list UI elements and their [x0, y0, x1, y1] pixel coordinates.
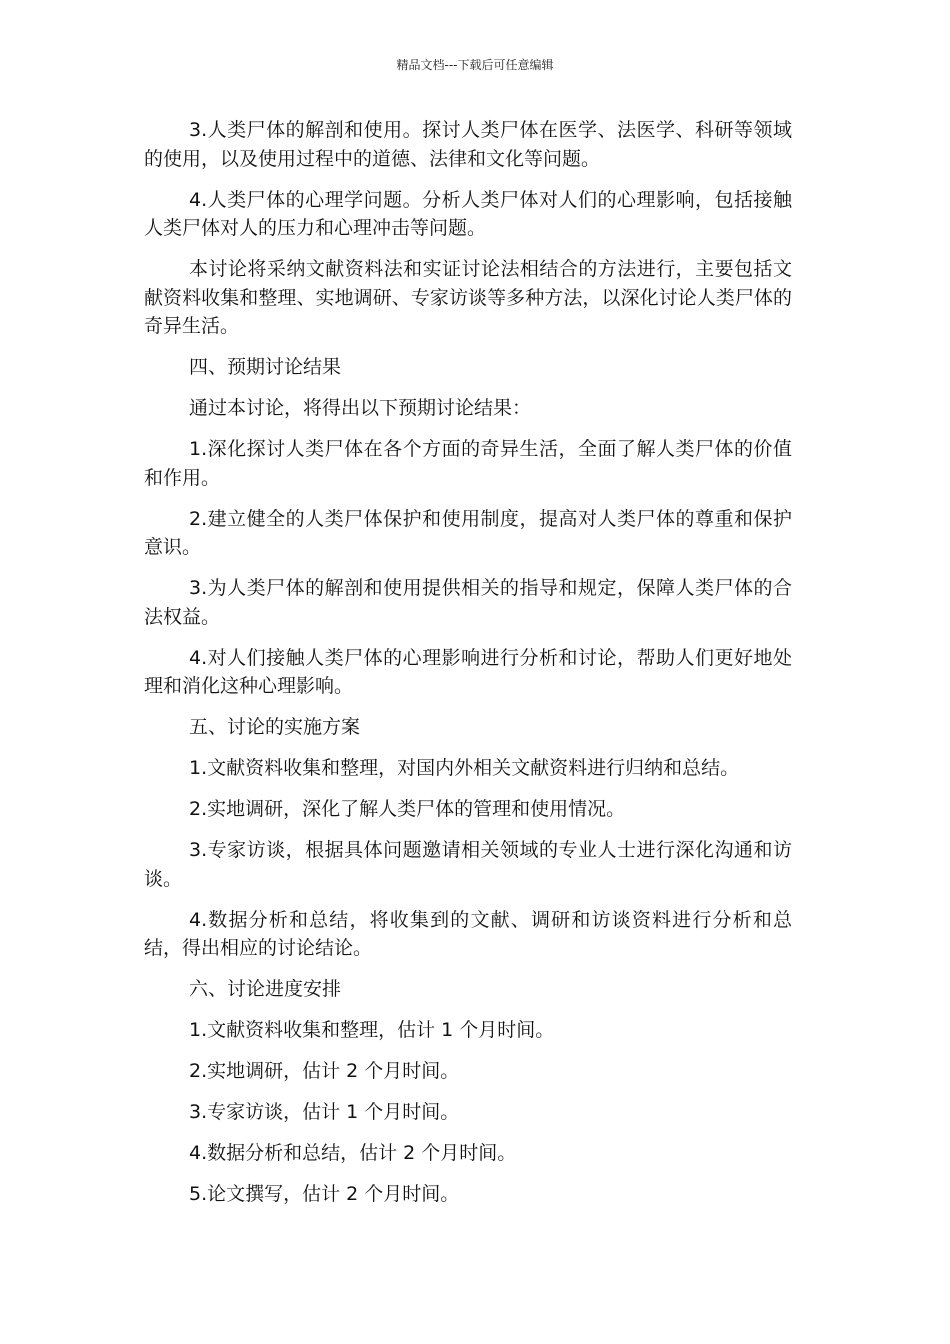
list-item-schedule-3: 3.专家访谈，估计 1 个月时间。	[189, 1101, 460, 1123]
list-item-result-3: 3.为人类尸体的解剖和使用提供相关的指导和规定，保障人类尸体的合法权益。	[144, 577, 792, 628]
list-item-plan-2: 2.实地调研，深化了解人类尸体的管理和使用情况。	[189, 798, 626, 820]
list-item-plan-1: 1.文献资料收集和整理，对国内外相关文献资料进行归纳和总结。	[189, 757, 740, 779]
list-item-result-4: 4.对人们接触人类尸体的心理影响进行分析和讨论，帮助人们更好地处理和消化这种心理影响。	[144, 646, 792, 697]
list-item-schedule-5: 5.论文撰写，估计 2 个月时间。	[189, 1183, 460, 1205]
document-body	[144, 116, 792, 1221]
section-heading-expected-results: 四、预期讨论结果	[189, 356, 342, 378]
paragraph-item-3-anatomy: 3.人类尸体的解剖和使用。探讨人类尸体在医学、法医学、科研等领域的使用，以及使用过程中的道德、法律和文化等问题。	[144, 119, 792, 170]
list-item-plan-3: 3.专家访谈，根据具体问题邀请相关领域的专业人士进行深化沟通和访谈。	[144, 839, 792, 890]
paragraph-item-4-psychology: 4.人类尸体的心理学问题。分析人类尸体对人们的心理影响，包括接触人类尸体对人的压力和心理冲击等问题。	[144, 188, 792, 239]
list-item-result-1: 1.深化探讨人类尸体在各个方面的奇异生活，全面了解人类尸体的价值和作用。	[144, 438, 792, 489]
section-heading-implementation: 五、讨论的实施方案	[189, 716, 361, 738]
paragraph-results-intro: 通过本讨论，将得出以下预期讨论结果：	[189, 397, 532, 419]
page-header: 精品文档---下载后可任意编辑	[396, 58, 554, 72]
section-heading-schedule: 六、讨论进度安排	[189, 978, 342, 1000]
list-item-schedule-1: 1.文献资料收集和整理，估计 1 个月时间。	[189, 1019, 555, 1041]
list-item-result-2: 2.建立健全的人类尸体保护和使用制度，提高对人类尸体的尊重和保护意识。	[144, 507, 792, 558]
list-item-plan-4: 4.数据分析和总结，将收集到的文献、调研和访谈资料进行分析和总结，得出相应的讨论结论。	[144, 908, 792, 959]
list-item-schedule-2: 2.实地调研，估计 2 个月时间。	[189, 1060, 460, 1082]
paragraph-methods: 本讨论将采纳文献资料法和实证讨论法相结合的方法进行，主要包括文献资料收集和整理、实地调研、专家访谈等多种方法，以深化讨论人类尸体的奇异生活。	[144, 258, 792, 337]
list-item-schedule-4: 4.数据分析和总结，估计 2 个月时间。	[189, 1142, 517, 1164]
